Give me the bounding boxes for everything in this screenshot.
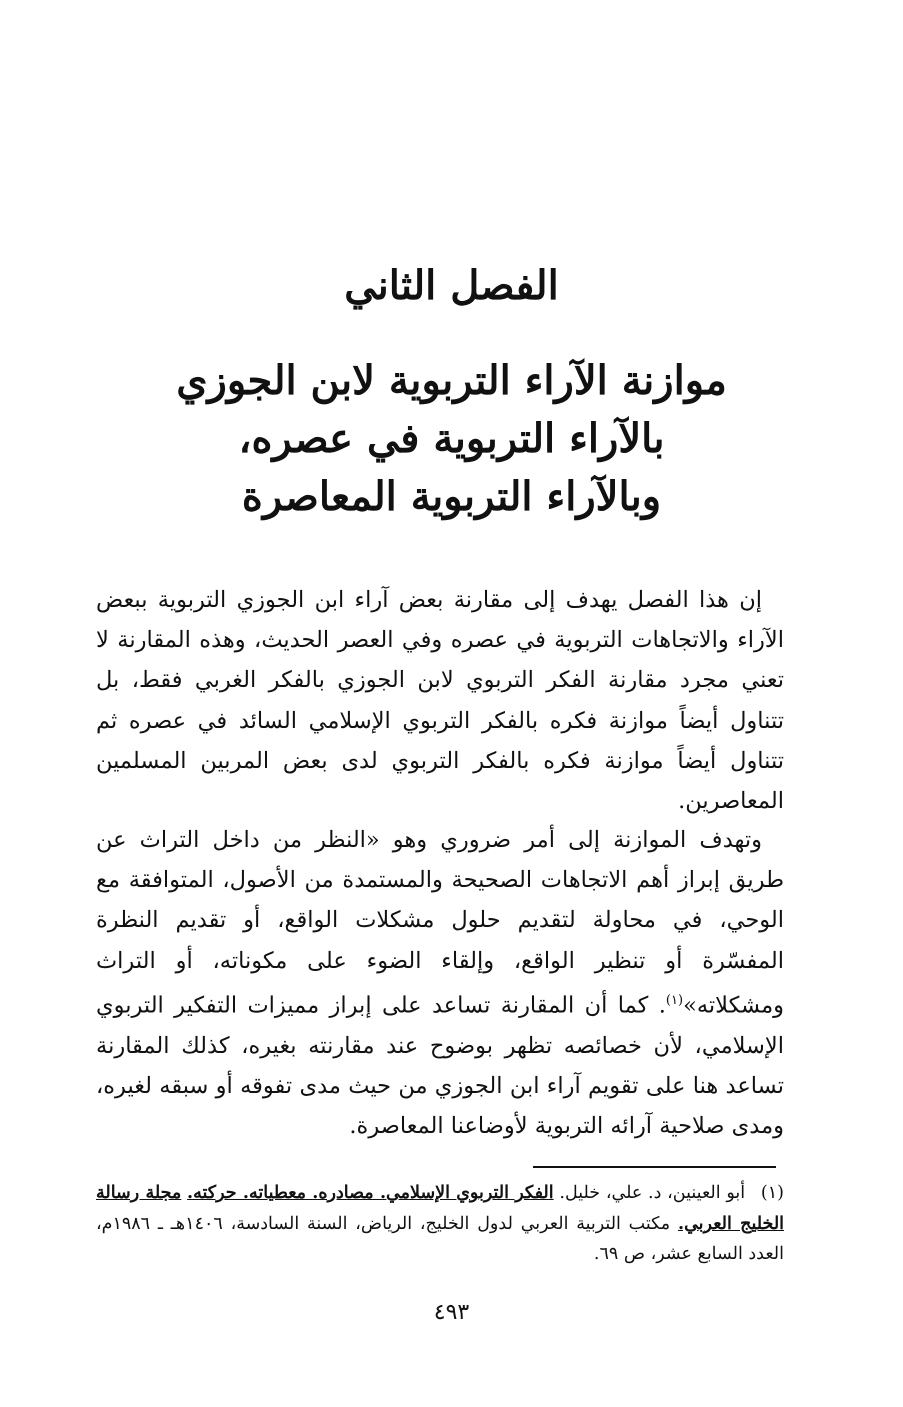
footnote-number: (١) [760,1183,784,1203]
paragraph-intro-text: إن هذا الفصل يهدف إلى مقارنة بعض آراء ابن الجوزي التربوية ببعض الآراء والاتجاهات التربوية في عصره وفي العصر الحديث، وهذه المقارنة لا تعني مجرد مقارنة الفكر التربوي لابن الجوزي بالفكر الغربي فقط، بل تتناول أيضاً موازنة فكره بالفكر التربوي الإسلامي السائد في عصره ثم تتناول أيضاً موازنة فكره بالفكر التربوي لدى بعض المربين المسلمين المعاصرين. [96,587,785,815]
paragraph-purpose [96,820,784,1146]
chapter-title [120,352,783,526]
chapter-title-line: موازنة الآراء التربوية لابن الجوزي [176,357,727,404]
footnote-journal: مجلة رسالة الخليج العربي. [96,1183,785,1234]
footnote-author: أبو العينين، د. علي، خليل. [559,1183,746,1203]
footnote [96,1178,784,1270]
footnote-reference[interactable]: (١) [665,992,684,1008]
chapter-label: الفصل الثاني [344,262,559,309]
footnote-details: السنة السادسة، ١٤٠٦هـ ـ ١٩٨٦م، العدد السابع عشر، ص ٦٩. [96,1213,784,1264]
paragraph-intro [96,580,784,821]
footnote-separator [533,1166,776,1168]
chapter-title-line: وبالآراء التربوية المعاصرة [241,473,662,520]
page-number: ٤٩٣ [433,1300,470,1325]
paragraph-purpose-text-a: وتهدف الموازنة إلى أمر ضروري وهو «النظر من داخل التراث عن طريق إبراز أهم الاتجاهات الصحيحة والمستمدة من الأصول، المتوافقة مع الوحي، في محاولة لتقديم حلول مشكلات الواقع، أو تقديم النظرة المفسّرة أو تنظير الواقع، وإلقاء الضوء على مكوناته، أو التراث ومشكلاته» [96,827,784,1019]
footnote-book-title: الفكر التربوي الإسلامي. مصادره. معطياته. حركته. [187,1183,554,1203]
footnote-publisher: مكتب التربية العربي لدول الخليج، الرياض، [355,1213,671,1234]
chapter-title-line: بالآراء التربوية في عصره، [238,415,665,462]
paragraph-purpose-text-b: . كما أن المقارنة تساعد على إبراز مميزات التفكير التربوي الإسلامي، لأن خصائصه تظهر بوضوح عند مقارنته بغيره، كذلك المقارنة تساعد هنا على تقويم آراء ابن الجوزي من حيث مدى تفوقه أو سبقه لغيره، ومدى صلاحية آرائه التربوية لأوضاعنا المعاصرة. [96,992,784,1139]
